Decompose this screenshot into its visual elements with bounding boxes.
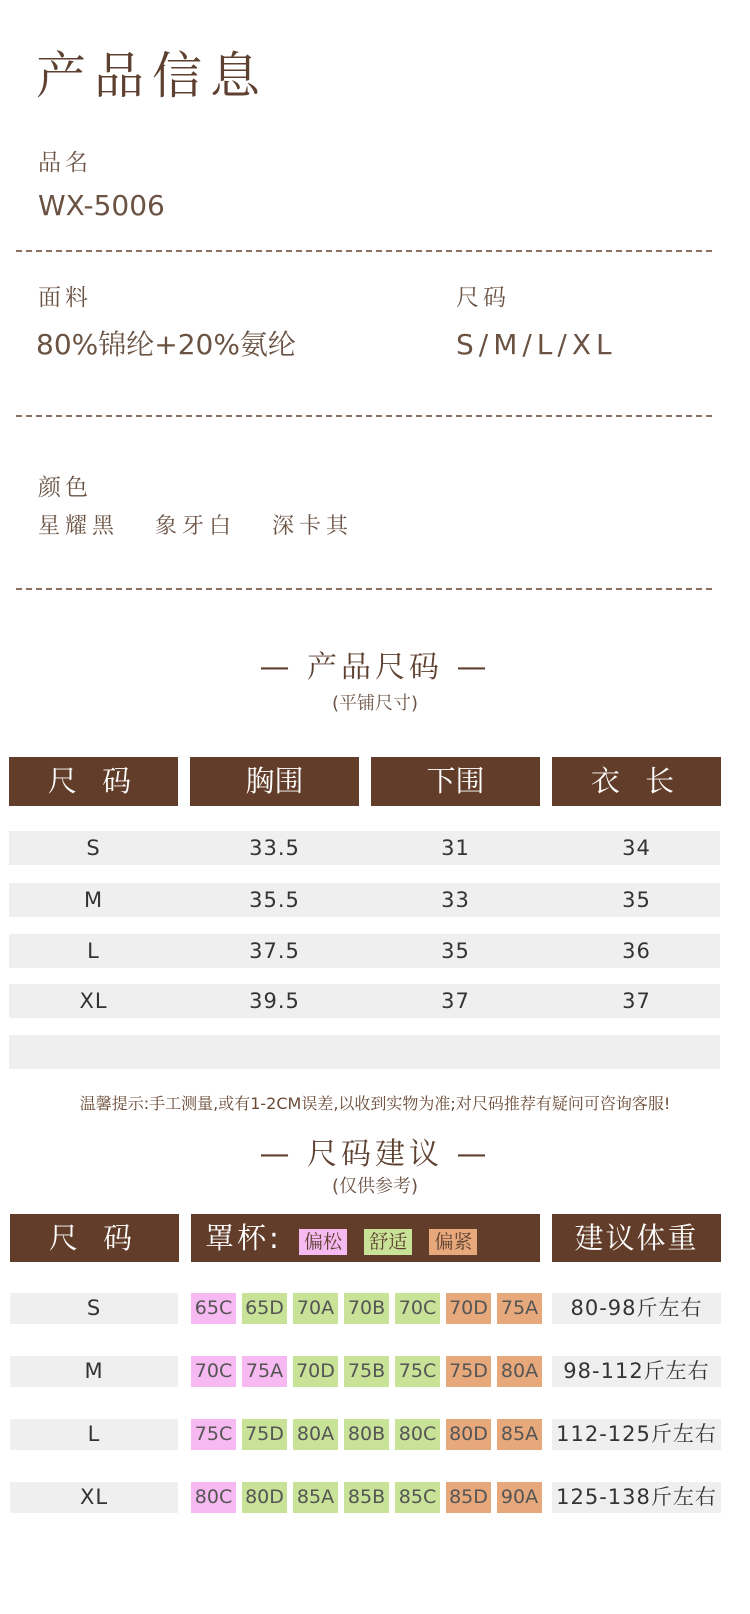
legend-fit: 舒适 bbox=[364, 1229, 412, 1255]
advice-header-weight: 建议体重 bbox=[552, 1214, 721, 1262]
size-section-subtitle: (平铺尺寸) bbox=[331, 693, 419, 714]
cup-size-cell: 70D bbox=[446, 1293, 491, 1324]
cup-size-cell: 75D bbox=[242, 1419, 287, 1450]
cup-size-cell: 70D bbox=[293, 1356, 338, 1387]
header-size: 尺 码 bbox=[9, 757, 178, 806]
cup-size-cell: 75C bbox=[191, 1419, 236, 1450]
cell-bust: 33.5 bbox=[249, 836, 300, 860]
advice-header-cup bbox=[191, 1214, 540, 1262]
measurement-note: 温馨提示:手工测量,或有1-2CM误差,以收到实物为准;对尺码推荐有疑问可咨询客服! bbox=[79, 1094, 671, 1113]
fabric-label: 面料 bbox=[38, 285, 92, 311]
advice-weight: 112-125斤左右 bbox=[552, 1419, 721, 1450]
color-list bbox=[38, 512, 353, 542]
cup-size-cell: 75C bbox=[395, 1356, 440, 1387]
advice-section-title: — 尺码建议 — bbox=[259, 1137, 491, 1172]
cup-size-cell: 80D bbox=[446, 1419, 491, 1450]
cup-size-cell: 70C bbox=[395, 1293, 440, 1324]
advice-size: XL bbox=[10, 1482, 178, 1513]
size-label: 尺码 bbox=[456, 285, 510, 311]
cell-length: 36 bbox=[622, 939, 651, 963]
color-item: 星耀黑 bbox=[38, 514, 120, 539]
cell-underbust: 37 bbox=[441, 989, 470, 1013]
cup-size-cell: 80D bbox=[242, 1482, 287, 1513]
cell-length: 34 bbox=[622, 836, 651, 860]
advice-size: S bbox=[10, 1293, 178, 1324]
advice-weight: 80-98斤左右 bbox=[552, 1293, 721, 1324]
advice-size: L bbox=[10, 1419, 178, 1450]
cup-size-cell: 75B bbox=[344, 1356, 389, 1387]
legend-tight: 偏紧 bbox=[429, 1229, 477, 1255]
cup-size-cell: 85A bbox=[497, 1419, 542, 1450]
cell-size: M bbox=[83, 888, 104, 912]
color-item: 象牙白 bbox=[155, 514, 237, 539]
page-title: 产品信息 bbox=[36, 47, 268, 105]
cup-size-cell: 90A bbox=[497, 1482, 542, 1513]
cup-size-cell: 85D bbox=[446, 1482, 491, 1513]
advice-weight: 98-112斤左右 bbox=[552, 1356, 721, 1387]
cell-length: 35 bbox=[622, 888, 651, 912]
cup-size-cell: 70A bbox=[293, 1293, 338, 1324]
cup-size-cell: 80C bbox=[395, 1419, 440, 1450]
header-underbust: 下围 bbox=[371, 757, 540, 806]
cup-size-cell: 70B bbox=[344, 1293, 389, 1324]
legend-loose: 偏松 bbox=[299, 1229, 347, 1255]
cell-size: L bbox=[87, 939, 100, 963]
cell-underbust: 33 bbox=[441, 888, 470, 912]
cup-size-cell: 75A bbox=[497, 1293, 542, 1324]
size-section-title: — 产品尺码 — bbox=[259, 650, 491, 685]
cell-length: 37 bbox=[622, 989, 651, 1013]
advice-header-size: 尺 码 bbox=[10, 1214, 179, 1262]
cup-label: 罩杯: bbox=[205, 1221, 282, 1255]
cup-size-cell: 65D bbox=[242, 1293, 287, 1324]
divider bbox=[16, 415, 712, 417]
cell-underbust: 35 bbox=[441, 939, 470, 963]
color-label: 颜色 bbox=[38, 475, 92, 501]
fabric-value: 80%锦纶+20%氨纶 bbox=[36, 328, 296, 361]
cell-size: XL bbox=[79, 989, 108, 1013]
cell-underbust: 31 bbox=[441, 836, 470, 860]
cup-size-cell: 85B bbox=[344, 1482, 389, 1513]
table-row-empty bbox=[9, 1035, 720, 1069]
cell-bust: 37.5 bbox=[249, 939, 300, 963]
cell-bust: 35.5 bbox=[249, 888, 300, 912]
name-value: WX-5006 bbox=[38, 189, 165, 222]
cup-size-cell: 70C bbox=[191, 1356, 236, 1387]
cell-size: S bbox=[86, 836, 101, 860]
cup-size-cell: 85C bbox=[395, 1482, 440, 1513]
header-length: 衣 长 bbox=[552, 757, 721, 806]
cup-size-cell: 80B bbox=[344, 1419, 389, 1450]
cup-size-cell: 80A bbox=[497, 1356, 542, 1387]
header-bust: 胸围 bbox=[190, 757, 359, 806]
cup-size-cell: 75D bbox=[446, 1356, 491, 1387]
cup-size-cell: 75A bbox=[242, 1356, 287, 1387]
divider bbox=[16, 588, 712, 590]
cup-size-cell: 85A bbox=[293, 1482, 338, 1513]
size-value: S/M/L/XL bbox=[456, 328, 617, 361]
divider bbox=[16, 250, 712, 252]
advice-size: M bbox=[10, 1356, 178, 1387]
advice-weight: 125-138斤左右 bbox=[552, 1482, 721, 1513]
cup-size-cell: 80C bbox=[191, 1482, 236, 1513]
name-label: 品名 bbox=[38, 150, 92, 176]
cup-size-cell: 80A bbox=[293, 1419, 338, 1450]
color-item: 深卡其 bbox=[272, 514, 354, 539]
cup-size-cell: 65C bbox=[191, 1293, 236, 1324]
advice-section-subtitle: (仅供参考) bbox=[331, 1176, 419, 1197]
cell-bust: 39.5 bbox=[249, 989, 300, 1013]
